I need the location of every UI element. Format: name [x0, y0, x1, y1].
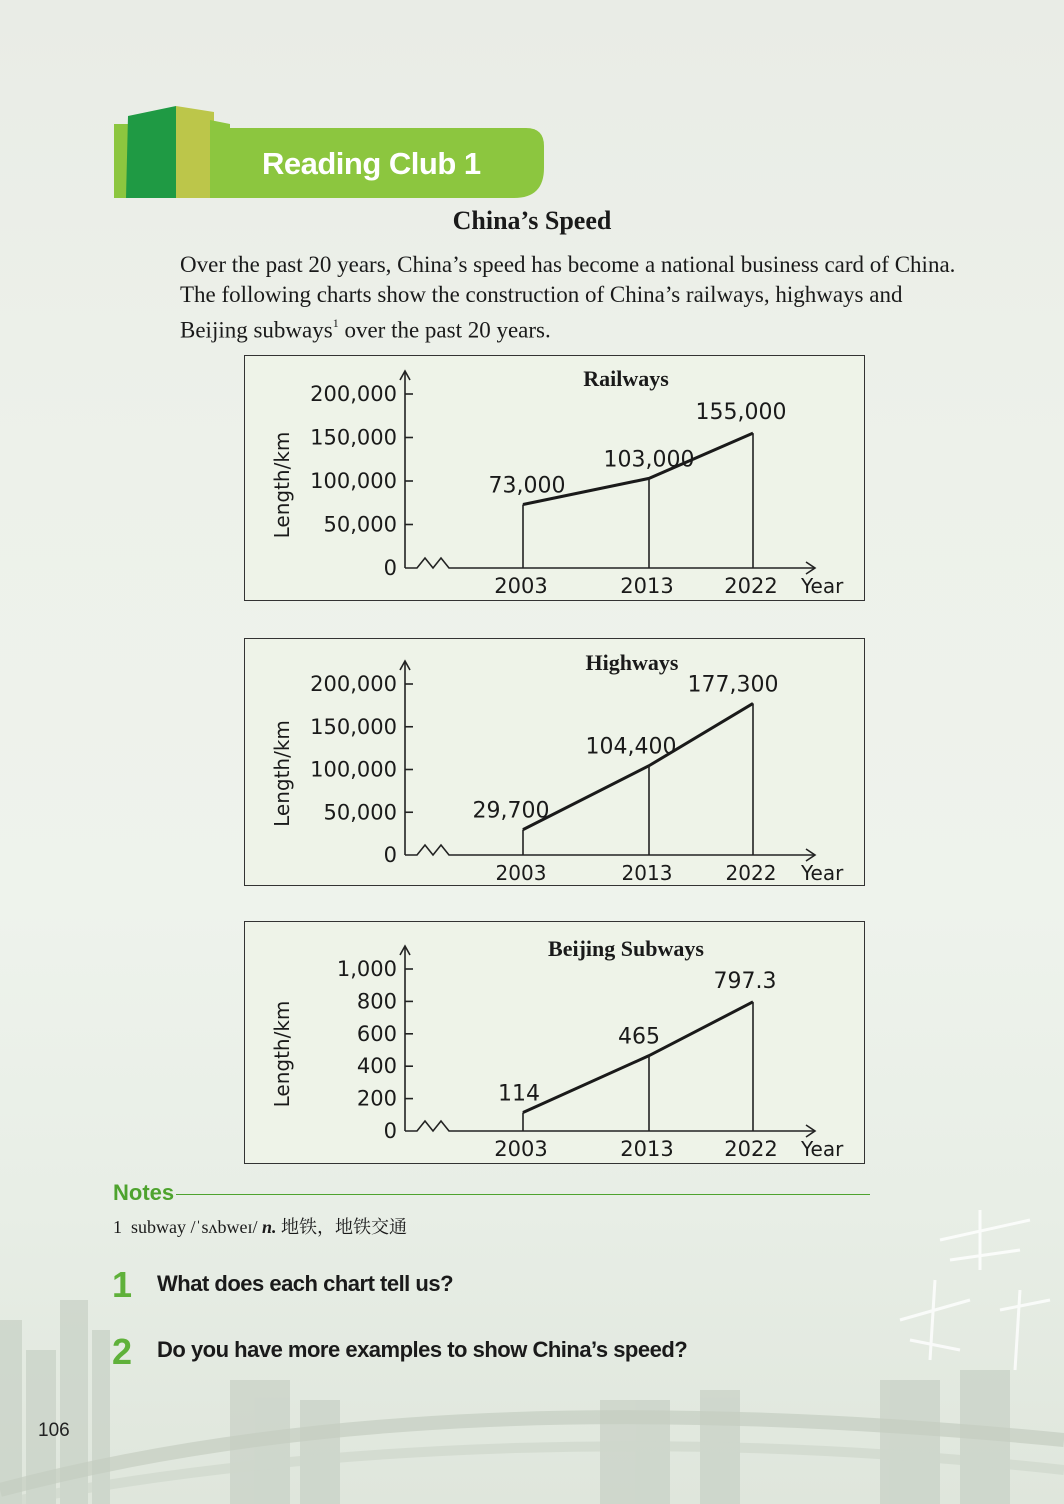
chart-svg-highways [245, 639, 863, 884]
y-tick-label: 150,000 [310, 425, 397, 450]
question-number-2: 2 [112, 1331, 133, 1372]
x-axis-label: Year [801, 861, 844, 884]
x-axis-label: Year [801, 574, 844, 598]
data-label-2003: 114 [498, 1081, 540, 1107]
chart-highways [244, 638, 865, 886]
y-tick-label: 200,000 [310, 382, 397, 406]
x-axis-label: Year [801, 1137, 844, 1161]
chart-title: Beijing Subways [548, 936, 704, 961]
chart-title: Highways [585, 650, 679, 675]
y-tick-label: 0 [383, 556, 397, 580]
data-label-2013: 465 [618, 1024, 660, 1050]
x-tick-label-2013: 2013 [621, 861, 673, 884]
y-tick-label: 150,000 [310, 714, 397, 739]
chart-beijing-subways [244, 921, 865, 1164]
data-label-2003: 29,700 [472, 798, 550, 824]
data-label-2013: 104,400 [585, 734, 677, 760]
data-label-2022: 155,000 [695, 400, 787, 426]
chart-title: Railways [583, 366, 669, 391]
y-tick-label: 0 [383, 843, 397, 867]
y-tick-label: 100,000 [310, 757, 397, 782]
y-tick-label: 0 [383, 1119, 397, 1143]
article-title: China’s Speed [452, 206, 612, 235]
y-tick-label: 200,000 [310, 672, 397, 696]
data-label-2003: 73,000 [488, 473, 566, 499]
series-line-highways [523, 703, 753, 829]
chart-svg-beijing-subways [245, 922, 863, 1162]
banner-title: Reading Club 1 [262, 146, 481, 181]
x-tick-label-2022: 2022 [724, 1137, 778, 1161]
series-line-beijing-subways [523, 1002, 753, 1113]
notes-divider [176, 1194, 870, 1195]
x-tick-label-2022: 2022 [725, 861, 777, 884]
y-tick-label: 400 [356, 1054, 397, 1079]
page-number: 106 [38, 1420, 70, 1441]
y-axis-label: Length/km [270, 431, 294, 539]
x-tick-label-2013: 2013 [620, 574, 674, 598]
y-tick-label: 1,000 [336, 957, 397, 981]
watermark-stamp [880, 1200, 1060, 1400]
y-axis-label: Length/km [270, 720, 294, 827]
y-tick-label: 200 [356, 1086, 397, 1111]
x-tick-label-2022: 2022 [724, 574, 778, 598]
x-tick-label-2003: 2003 [494, 574, 548, 598]
intro-paragraph: Over the past 20 years, China’s speed has become a national business card of China. The following charts show the construction of China’s railways, highways and Beijing subways$^1$ over the past 20 years. [180, 252, 956, 343]
chart-svg-railways [245, 356, 863, 599]
x-tick-label-2003: 2003 [494, 1137, 548, 1161]
notes-label: Notes [113, 1180, 175, 1205]
note-item: 1 subway /ˈsʌbweɪ/ n. 地铁，地铁交通 [113, 1217, 408, 1237]
footnote-marker: 1 [332, 316, 339, 330]
y-tick-label: 600 [356, 1021, 397, 1046]
book-icon [126, 106, 176, 198]
y-axis-label: Length/km [270, 1000, 294, 1108]
x-tick-label-2013: 2013 [620, 1137, 674, 1161]
data-label-2013: 103,000 [603, 447, 695, 473]
y-tick-label: 50,000 [323, 800, 397, 825]
data-label-2022: 177,300 [687, 672, 779, 698]
question-text-2: Do you have more examples to show China’s speed? [157, 1337, 688, 1362]
question-number-1: 1 [112, 1264, 133, 1305]
data-label-2022: 797.3 [713, 968, 777, 994]
y-tick-label: 800 [356, 989, 397, 1014]
x-tick-label-2003: 2003 [495, 861, 547, 884]
question-text-1: What does each chart tell us? [157, 1271, 454, 1296]
y-tick-label: 100,000 [310, 469, 397, 493]
chart-railways [244, 355, 865, 601]
y-tick-label: 50,000 [323, 512, 397, 537]
